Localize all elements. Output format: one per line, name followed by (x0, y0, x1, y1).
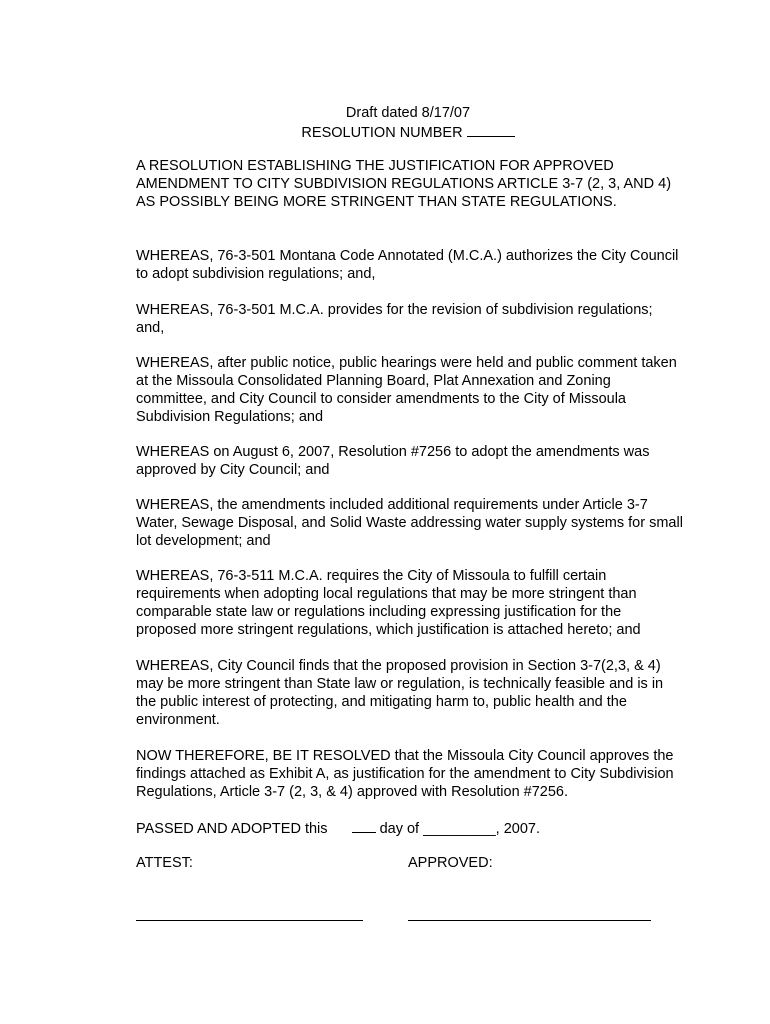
whereas-clause-7: WHEREAS, City Council finds that the proposed provision in Section 3-7(2,3, & 4) may be more stringent than State law or regulation, is technically feasible and is in the public interest of protecting, and mitigating harm to, public health and the environment. (136, 658, 664, 728)
whereas-clause-5: WHEREAS, the amendments included additional requirements under Article 3-7 Water, Sewage Disposal, and Solid Waste addressing water supply systems for small lot development; and (136, 497, 683, 549)
resolution-number-label: RESOLUTION NUMBER (301, 125, 463, 141)
resolution-title: A RESOLUTION ESTABLISHING THE JUSTIFICATION FOR APPROVED AMENDMENT TO CITY SUBDIVISION REGULATIONS ARTICLE 3-7 (2, 3, AND 4) AS POSSIBLY BEING MORE STRINGENT THAN STATE REGULATIONS. (136, 158, 672, 210)
approved-label: APPROVED: (408, 855, 493, 871)
whereas-clause-3: WHEREAS, after public notice, public hearings were held and public comment taken at the Missoula Consolidated Planning Board, Plat Annexation and Zoning committee, and City Council to consider amendments to the City of Missoula Subdivision Regulations; and (136, 355, 677, 425)
passed-adopted-label: PASSED AND ADOPTED this (136, 821, 328, 837)
attest-label: ATTEST: (136, 855, 193, 871)
whereas-clause-2: WHEREAS, 76-3-501 M.C.A. provides for the revision of subdivision regulations; and, (136, 302, 653, 336)
resolution-number (23, 122, 770, 142)
attest-signature-line (136, 920, 363, 921)
draft-date: Draft dated 8/17/07 (345, 105, 471, 121)
passed-adopted-line (136, 818, 540, 838)
approved-signature-line (408, 920, 651, 921)
resolution-number-blank (467, 122, 515, 137)
day-blank (352, 818, 376, 833)
whereas-clause-1: WHEREAS, 76-3-501 Montana Code Annotated (M.C.A.) authorizes the City Council to adopt subdivision regulations; and, (136, 248, 679, 282)
day-of-text: day of _________, 2007. (379, 821, 541, 837)
whereas-clause-4: WHEREAS on August 6, 2007, Resolution #7256 to adopt the amendments was approved by City Council; and (136, 444, 650, 478)
whereas-clause-6: WHEREAS, 76-3-511 M.C.A. requires the City of Missoula to fulfill certain requirements when adopting local regulations that may be more stringent than comparable state law or regulations including expressing justification for the proposed more stringent regulations, which justification is attached hereto; and (136, 568, 641, 638)
resolved-clause: NOW THEREFORE, BE IT RESOLVED that the Missoula City Council approves the findings attached as Exhibit A, as justification for the amendment to City Subdivision Regulations, Article 3-7 (2, 3, & 4) approved with Resolution #7256. (136, 748, 674, 800)
